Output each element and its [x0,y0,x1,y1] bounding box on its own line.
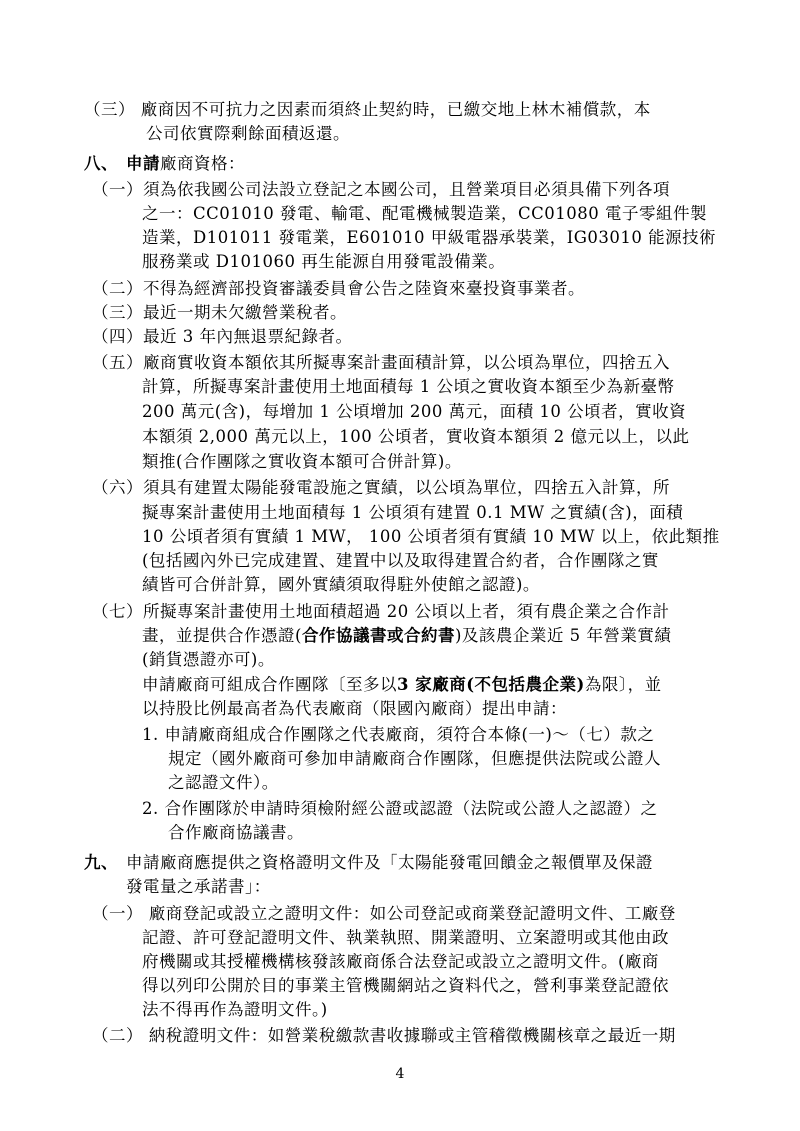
text-line: 10 公頃者須有實績 1 MW， 100 公頃者須有實績 10 MW 以上，依此類推 [142,527,720,546]
page-number: 4 [395,1066,405,1082]
text-segment: )及該農企業近 5 年營業實績 [454,626,672,645]
text-line: (包括國內外已完成建置、建置中以及取得建置合約者，合作團隊之實 [142,551,659,570]
section-heading-8-title [126,152,245,176]
text-line: （二） 納稅證明文件：如營業稅繳款書收據聯或主管稽徵機關核章之最近一期 [92,1026,676,1045]
text-emphasis: 合作協議書或合約書 [301,626,455,645]
text-line: 績皆可合併計算，國外實績須取得駐外使館之認證)。 [142,575,540,594]
text-line: 合作廠商協議書。 [168,823,304,842]
section-heading-8: 八、 [84,154,118,173]
section-heading-9: 九、 [84,853,118,872]
text-line: 規定（國外廠商可參加申請廠商合作團隊，但應提供法院或公證人 [168,749,661,768]
text-line [142,624,671,648]
text-line: 造業，D101011 發電業，E601010 甲級電器承裝業，IG03010 能源技術 [142,228,717,247]
text-line: （一）須為依我國公司法設立登記之本國公司，且營業項目必須具備下列各項 [92,180,670,199]
text-line: 服務業或 D101060 再生能源自用發電設備業。 [142,252,506,271]
text-line: （二）不得為經濟部投資審議委員會公告之陸資來臺投資事業者。 [92,279,585,298]
text-line: 類推(合作團隊之實收資本額可合併計算)。 [142,452,462,471]
text-segment: 申請廠商可組成合作團隊〔至多以 [142,675,397,694]
text-line [142,673,662,697]
text-line: 府機關或其授權機構核發該廠商係合法登記或設立之證明文件。(廠商 [142,952,659,971]
text-line: 之認證文件）。 [168,773,279,792]
text-line: 擬專案計畫使用土地面積每 1 公頃須有建置 0.1 MW 之實績(含)，面積 [142,503,684,522]
text-line: 200 萬元(含)，每增加 1 公頃增加 200 萬元，面積 10 公頃者，實收資 [142,402,687,421]
text-line: 計算，所擬專案計畫使用土地面積每 1 公頃之實收資本額至少為新臺幣 [142,377,675,396]
text-line: 發電量之承諾書」： [126,877,271,896]
text-line: 得以列印公開於目的事業主管機關網站之資料代之，營利事業登記證依 [142,976,669,995]
text-line: 法不得再作為證明文件。) [142,1000,328,1019]
text-segment: 畫，並提供合作憑證( [142,626,302,645]
text-line: 申請廠商應提供之資格證明文件及「太陽能發電回饋金之報價單及保證 [126,853,653,872]
text-line: （四）最近 3 年內無退票紀錄者。 [92,327,353,346]
text-line: 1. 申請廠商組成合作團隊之代表廠商，須符合本條(一)～（七）款之 [142,725,655,744]
text-line: 記證、許可登記證明文件、執業執照、開業證明、立案證明或其他由政 [142,928,669,947]
text-line: （一） 廠商登記或設立之證明文件：如公司登記或商業登記證明文件、工廠登 [92,904,676,923]
text-line: （六）須具有建置太陽能發電設施之實績，以公頃為單位，四捨五入計算，所 [92,478,670,497]
heading-emphasis: 申請 [126,154,160,173]
text-line: 公司依實際剩餘面積返還。 [146,124,350,143]
text-line: （三）最近一期未欠繳營業稅者。 [92,303,347,322]
text-line: （三） 廠商因不可抗力之因素而須終止契約時，已繳交地上林木補償款，本 [84,100,651,119]
text-segment: 為限〕，並 [584,675,662,694]
text-line: （七）所擬專案計畫使用土地面積超過 20 公頃以上者，須有農企業之合作計 [92,602,670,621]
text-line: (銷貨憑證亦可)。 [142,650,275,669]
text-emphasis: 3 家廠商(不包括農企業) [397,675,585,694]
text-line: （五）廠商實收資本額依其所擬專案計畫面積計算，以公頃為單位，四捨五入 [92,353,670,372]
text-line: 2. 合作團隊於申請時須檢附經公證或認證（法院或公證人之認證）之 [142,799,658,818]
heading-rest: 廠商資格： [160,154,245,173]
text-line: 以持股比例最高者為代表廠商（限國內廠商）提出申請： [142,699,567,718]
text-line: 之一：CC01010 發電、輸電、配電機械製造業，CC01080 電子零組件製 [142,204,707,223]
text-line: 本額須 2,000 萬元以上，100 公頃者，實收資本額須 2 億元以上，以此 [142,427,690,446]
